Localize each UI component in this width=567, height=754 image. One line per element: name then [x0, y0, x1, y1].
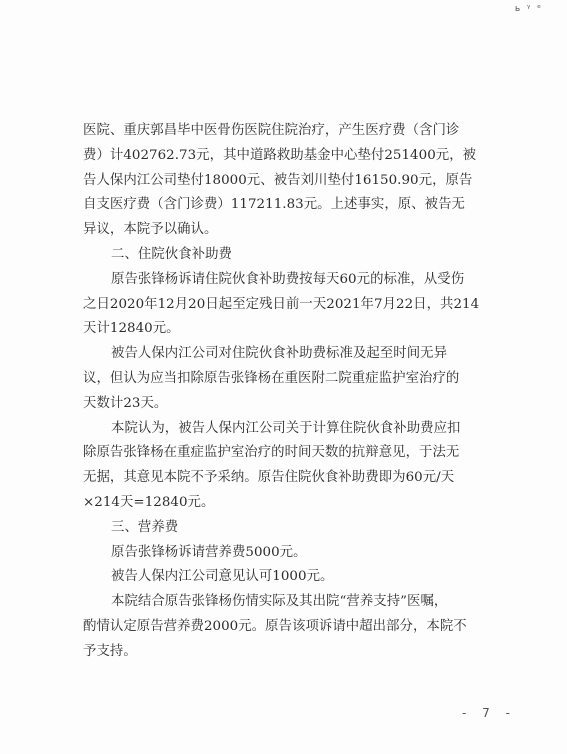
text-line: 议，但认为应当扣除原告张锋杨在重医附二院重症监护室治疗的 [83, 370, 460, 386]
judgment-body-text [83, 119, 503, 665]
text-line: 自支医疗费（含门诊费）117211.83元。上述事实，原、被告无 [83, 197, 465, 213]
text-line: 被告人保内江公司对住院伙食补助费标准及起至时间无异 [111, 346, 448, 362]
text-line: 原告张锋杨诉请住院伙食补助费按每天60元的标准，从受伤 [111, 271, 465, 287]
text-line: 三、营养费 [111, 519, 179, 535]
text-line: 本院结合原告张锋杨伤情实际及其出院“营养支持”医嘱， [111, 594, 448, 610]
text-line: 医院、重庆郭昌毕中医骨伤医院住院治疗，产生医疗费（含门诊 [83, 123, 460, 138]
text-line: 予支持。 [83, 643, 137, 659]
page-number: - 7 - [462, 706, 516, 720]
text-line: 费）计402762.73元，其中道路救助基金中心垫付251400元，被 [83, 147, 477, 163]
text-line: 除原告张锋杨在重症监护室治疗的时间天数的抗辩意见，于法无 [83, 445, 460, 461]
text-line: 天计12840元。 [83, 321, 180, 337]
text-line: 天数计23天。 [83, 395, 168, 411]
text-line: 本院认为，被告人保内江公司关于计算住院伙食补助费应扣 [111, 420, 461, 436]
text-line: 告人保内江公司垫付18000元、被告刘川垫付16150.90元，原告 [83, 172, 473, 188]
text-line: ×214天=12840元。 [83, 494, 215, 510]
text-line: 被告人保内江公司意见认可1000元。 [111, 569, 334, 585]
text-line: 原告张锋杨诉请营养费5000元。 [111, 544, 307, 560]
corner-mark: ь ᵞ ᵉ [514, 4, 543, 14]
text-line: 之日2020年12月20日起至定残日前一天2021年7月22日，共214 [83, 296, 480, 312]
text-line: 异议，本院予以确认。 [83, 222, 218, 238]
text-line: 酌情认定原告营养费2000元。原告该项诉请中超出部分，本院不 [83, 618, 467, 634]
text-line: 二、住院伙食补助费 [111, 246, 232, 262]
text-line: 无据，其意见本院不予采纳。原告住院伙食补助费即为60元/天 [83, 470, 455, 486]
